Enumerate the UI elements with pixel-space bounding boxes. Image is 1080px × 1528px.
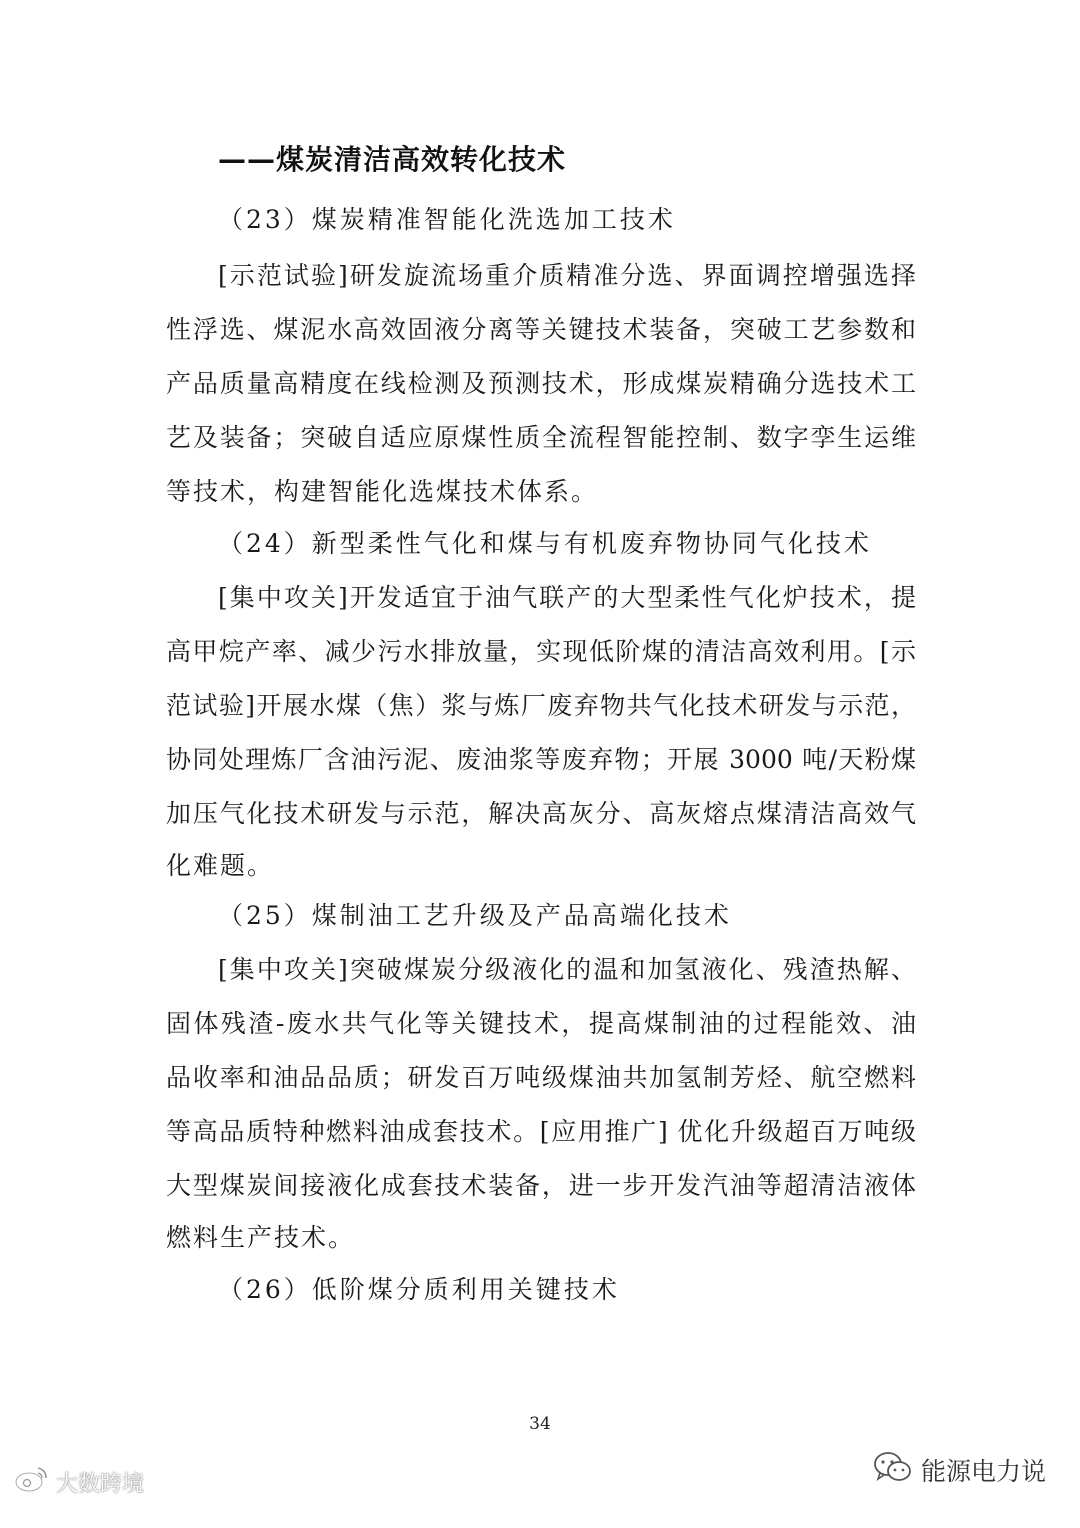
item-heading-25: （25）煤制油工艺升级及产品高端化技术 — [218, 901, 732, 930]
paragraph-line: 等高品质特种燃料油成套技术。[应用推广] 优化升级超百万吨级 — [166, 1117, 916, 1146]
paragraph-line: 化难题。 — [166, 851, 275, 880]
section-title: ——煤炭清洁高效转化技术 — [218, 143, 567, 176]
paragraph-line: 加压气化技术研发与示范，解决高灰分、高灰熔点煤清洁高效气 — [166, 799, 916, 828]
paragraph-line: [集中攻关]突破煤炭分级液化的温和加氢液化、残渣热解、 — [218, 955, 916, 984]
item-heading-24: （24）新型柔性气化和煤与有机废弃物协同气化技术 — [218, 529, 872, 558]
paragraph-line: 燃料生产技术。 — [166, 1223, 356, 1252]
item-heading-26: （26）低阶煤分质利用关键技术 — [218, 1275, 620, 1304]
paragraph-line: 艺及装备；突破自适应原煤性质全流程智能控制、数字孪生运维 — [166, 423, 916, 452]
paragraph-line: 等技术，构建智能化选煤技术体系。 — [166, 477, 599, 506]
paragraph-line: 高甲烷产率、减少污水排放量，实现低阶煤的清洁高效利用。[示 — [166, 637, 916, 666]
paragraph-line: 品收率和油品品质；研发百万吨级煤油共加氢制芳烃、航空燃料 — [166, 1063, 916, 1092]
watermark-left-text: 大数跨境 — [56, 1471, 145, 1497]
paragraph-line: 产品质量高精度在线检测及预测技术，形成煤炭精确分选技术工 — [166, 369, 916, 398]
weibo-logo-icon — [14, 1464, 50, 1500]
paragraph-line: 协同处理炼厂含油污泥、废油浆等废弃物；开展 3000 吨/天粉煤 — [166, 745, 916, 774]
paragraph-line: [示范试验]研发旋流场重介质精准分选、界面调控增强选择 — [218, 261, 916, 290]
watermark-right — [873, 1450, 1046, 1490]
wechat-logo-icon — [873, 1450, 913, 1490]
paragraph-line: 大型煤炭间接液化成套技术装备，进一步开发汽油等超清洁液体 — [166, 1171, 916, 1200]
page-number: 34 — [529, 1414, 551, 1434]
paragraph-line: [集中攻关]开发适宜于油气联产的大型柔性气化炉技术，提 — [218, 583, 916, 612]
paragraph-line: 固体残渣-废水共气化等关键技术，提高煤制油的过程能效、油 — [166, 1009, 916, 1038]
watermark-left — [14, 1464, 144, 1500]
paragraph-line: 范试验]开展水煤（焦）浆与炼厂废弃物共气化技术研发与示范， — [166, 691, 916, 720]
watermark-right-text: 能源电力说 — [920, 1457, 1046, 1486]
paragraph-line: 性浮选、煤泥水高效固液分离等关键技术装备，突破工艺参数和 — [166, 315, 916, 344]
item-heading-23: （23）煤炭精准智能化洗选加工技术 — [218, 205, 676, 234]
